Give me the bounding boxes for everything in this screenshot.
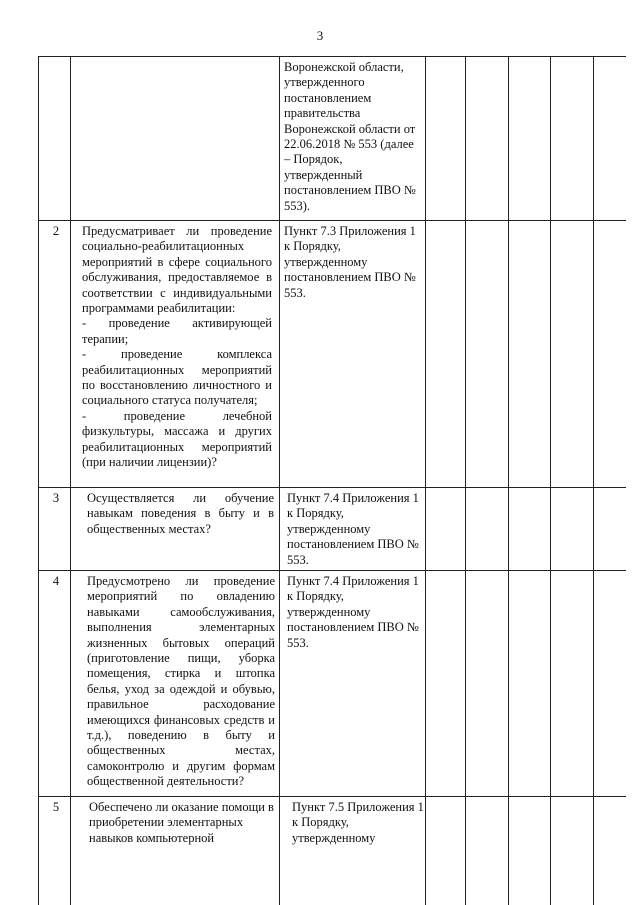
row-3-reference: Пункт 7.4 Приложения 1 к Порядку, утвержденному постановлением ПВО № 553. (287, 491, 419, 567)
row-3-question: Осуществляется ли обучение навыкам поведения в быту и в общественных местах? (87, 491, 274, 536)
table-border-left (38, 56, 39, 905)
column-divider (279, 56, 280, 905)
row-2-question: Предусматривает ли проведение социально-реабилитационных мероприятий в сфере социального обслуживания, предоставляемое в соответствии с индивидуальными программами реабилитации: - проведение активирующей терапии; - проведение комплекса реабилитационных мероприятий по восстановлению личностного и социального статуса получателя; - проведение лечебной физкультуры, массажа и других реабилитационных мероприятий (при наличии лицензии)? (82, 224, 272, 470)
row-4-number: 4 (52, 574, 60, 588)
column-divider (70, 56, 71, 905)
row-divider (38, 570, 626, 571)
table-border-right (593, 56, 594, 905)
column-divider (425, 56, 426, 905)
column-divider (550, 56, 551, 905)
row-5-reference: Пункт 7.5 Приложения 1 к Порядку, утвержденному (292, 800, 424, 845)
row-1-reference: Воронежской области, утвержденного постановлением правительства Воронежской области от 22.06.2018 № 553 (далее – Порядок, утвержденный постановлением ПВО № 553). (284, 60, 416, 213)
row-divider (38, 220, 626, 221)
row-4-question: Предусмотрено ли проведение мероприятий по овладению навыками самообслуживания, выполнения элементарных жизненных бытовых операций (приготовление пищи, уборка помещения, стирка и штопка белья, уход за одеждой и обувью, правильное расходование имеющихся финансовых средств и т.д.), поведению в быту и общественных местах, самоконтролю и другим формам общественной деятельности? (87, 574, 275, 789)
row-5-number: 5 (52, 800, 60, 814)
row-divider (38, 487, 626, 488)
row-3-number: 3 (52, 491, 60, 505)
checklist-table (38, 56, 626, 905)
row-divider (38, 56, 626, 57)
row-4-reference: Пункт 7.4 Приложения 1 к Порядку, утвержденному постановлением ПВО № 553. (287, 574, 419, 650)
row-divider (38, 796, 626, 797)
column-divider (465, 56, 466, 905)
column-divider (508, 56, 509, 905)
row-2-number: 2 (52, 224, 60, 238)
row-5-question: Обеспечено ли оказание помощи в приобретении элементарных навыков компьютерной (89, 800, 274, 845)
row-2-reference: Пункт 7.3 Приложения 1 к Порядку, утвержденному постановлением ПВО № 553. (284, 224, 416, 300)
page-number: 3 (316, 28, 324, 43)
